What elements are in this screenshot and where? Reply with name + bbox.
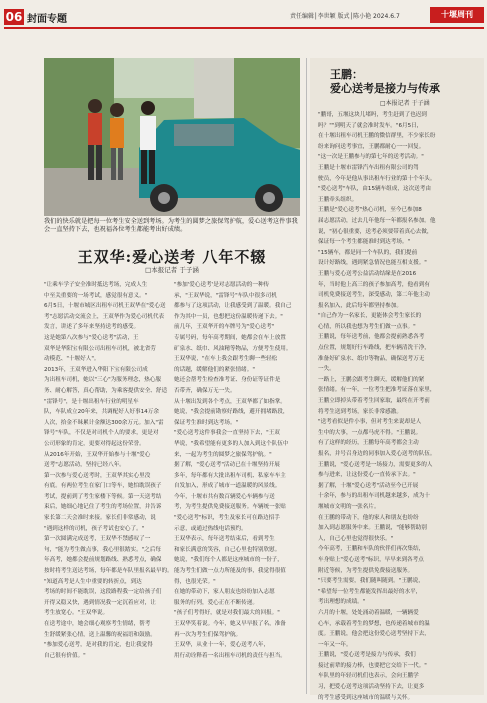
text-line: 一路上，王鹏会跟考生聊天，缓解他们的紧 <box>318 376 425 383</box>
text-line: 自发加入，形成了城市一道温暖的风景线。 <box>174 483 281 490</box>
text-line: 家长第二天会准时来接。家长们非常感动，说 <box>44 515 156 522</box>
text-line: 王鹏与爱心送考公益活动结缘是在2016 <box>318 270 417 277</box>
text-line: 来，一起为考生的圆梦之旅保驾护航。" <box>174 451 272 458</box>
text-line: 队，车队成立20年来，共调配好人好事14万余 <box>44 409 159 416</box>
text-line: 报名加入，此后每年都坚持参加。 <box>318 302 402 309</box>
text-line: "15辆车，都是同一个车队的，我们提前 <box>318 249 418 256</box>
text-line: 驶员，今年是他从事出租车行业的第十个年头。 <box>318 175 436 182</box>
photo-illustration <box>44 58 300 216</box>
text-line: 设计好路线，遇到紧急情况也能互相支援。" <box>318 260 427 267</box>
text-line: 人次，拾金不昧累计金额达300余万元。加入"雷 <box>44 419 164 426</box>
text-line: 6月5日，十堰市城区出租车司机王双华在"爱心送 <box>44 303 166 310</box>
text-line: "希望每一位考生都能发挥出最好的水平， <box>318 588 422 595</box>
sidebar-title: 爱心送考是接力与传承 <box>330 82 440 95</box>
article-headline: 王双华:爱心送考 八年不辍 <box>77 248 267 266</box>
text-line: 点位置，规划好行车路线，把车辆清洗干净， <box>318 345 430 352</box>
text-line: 一失。 <box>318 366 335 373</box>
text-line: 心情，所以我也想为考生们做一点事。" <box>318 323 416 330</box>
text-line: 为出租车司机，她以"三心"为服务理念，热心服 <box>44 377 162 384</box>
text-line: 句，"能为考生做点事，我心里很踏实。"之后每 <box>44 546 162 553</box>
text-line: 多年，每年都有大批出租车司机、私家车车主 <box>174 472 286 479</box>
text-line: 双华是华阳宝有限公司出租车司机，被北省劳 <box>44 345 156 352</box>
text-line: 考"志愿活动交流会上，王双华作为爱心司机代表 <box>44 313 165 320</box>
text-line: 附近等候，为考生提供免费接送服务。 <box>318 567 414 574</box>
text-line: 考场的时间不能耽误，这段路程我一定给孩子们 <box>44 589 162 596</box>
text-line: 说，"初心很重要，送考必须要带着真心去做， <box>318 228 433 235</box>
text-line: 她说，"我会提前勘察好路线，避开拥堵路段， <box>174 409 289 416</box>
text-line: 服务的行列，爱心正在不断传递。 <box>174 599 258 606</box>
text-line: 据了解，十堰"爱心送考"活动至今已开展 <box>318 482 419 489</box>
text-line: 今年高考，王鹏和车队的伙伴们再次集结， <box>318 546 425 553</box>
text-line: 王鹏是"爱心送考"热心司机，至今已参加8 <box>318 207 422 214</box>
text-line: "爱心送考这件事我会一直坚持下去，"王双 <box>174 430 280 437</box>
text-line: 年，当时他上高三的孩子参加高考，他看到有 <box>318 281 430 288</box>
header-rule <box>4 27 484 29</box>
text-line: 王双华，从业十一年，爱心送考八年， <box>174 642 270 649</box>
text-line: 保证每一个考生都能准时到达考场。" <box>318 239 411 246</box>
text-line: 堰城市文明的一张名片。 <box>318 503 380 510</box>
text-line: 心车，承载着考生的梦想，也传递着城市的温 <box>318 620 430 627</box>
text-line: 一年又一年。 <box>318 641 352 648</box>
text-line: 在她的带动下，家人朋友也纷纷加入志愿 <box>174 589 275 596</box>
text-line: 王双华说，"在车上我会跟考生聊一些轻松 <box>174 356 278 363</box>
sidebar-byline: □本报记者 于子涵 <box>380 100 430 107</box>
text-line: 张情绪。有一年，一位考生把准考证落在家里， <box>318 387 436 394</box>
text-line: 十余年，参与的出租车司机越来越多，成为十 <box>318 493 430 500</box>
text-line: 生舒缓紧张心情，送上温馨的祝福语和鼓励。 <box>44 631 156 638</box>
text-line: "遇到这样的司机，孩子考试也安心了。" <box>44 525 145 532</box>
text-line: 这是她第八次参与"爱心送考"活动，王 <box>44 334 139 341</box>
text-line: "自己作为一名家长，更能体会考生家长的 <box>318 313 422 320</box>
text-line: 习，把爱心送考这项活动坚持下去，让更多 <box>318 684 425 691</box>
text-line: 用行动诠释着一名出租车司机的责任与担当。 <box>174 652 286 659</box>
text-line: "参加爱心送考，是对我的肯定，也让我觉得 <box>44 642 153 649</box>
text-line: 2013年，王双华进入华阳下宝有限公司成 <box>44 366 148 373</box>
text-line: 参与进来，让这份爱心一直传承下去。" <box>318 472 416 479</box>
text-line: "只要考生需要，我们随叫随到。"王鹏说， <box>318 578 424 585</box>
text-line: 发言，讲述了多年来坚持送考的感受。 <box>44 324 140 331</box>
text-line: 考生放宽心。"王双华说。 <box>44 610 109 617</box>
text-line: 车身贴上"爱心送考"标识，早早来到各考点 <box>318 556 424 563</box>
page-number: 06 <box>5 10 23 24</box>
text-line: 专属号码，每年高考期间，她都会在车上放置 <box>174 334 286 341</box>
text-line: 王鹏说，"爱心送考是接力与传承，我们 <box>318 652 416 659</box>
text-line: 承，"王双华说，"雷锋号"车队中很多司机 <box>174 292 277 299</box>
text-line: 王鹏说，"爱心送考是一场接力，需要更多的人 <box>318 461 433 468</box>
text-line: "鹏哥，五堰这块儿堵吗，考生赶到了也迟到 <box>318 112 427 118</box>
text-line: 年高考，她都会提前规划路线、熟悉考点，确保 <box>44 557 162 564</box>
text-line: 否带齐，确保万无一失。 <box>174 387 236 394</box>
text-line: 报名，并号召身边的同事加入爱心送考的队伍。 <box>318 451 436 457</box>
text-line: 和家长满意的笑容，自己心里也特别欣慰。 <box>174 546 281 553</box>
text-line: "爱心送考"标识，考生及家长可在路边招手 <box>174 515 280 522</box>
text-line: 六月的十堰，处处涌动着温暖，一辆辆爱 <box>318 609 419 616</box>
text-line: 的话题，缓解他们的紧张情绪。" <box>174 366 255 373</box>
text-line: 人，自己心里也觉得很快乐。" <box>318 535 394 542</box>
text-line: 第一次圆满完成送考，王双华不禁感叹了一 <box>44 536 151 543</box>
text-line: 王鹏牵头组织。 <box>318 196 358 203</box>
text-line: 王双华表示，每年送考结束后，看到考生 <box>174 536 275 543</box>
text-line: "爱心送考"车队，由15辆车组成，这次送考由 <box>318 186 431 193</box>
column-divider <box>306 58 307 694</box>
text-line: "雷锋号"，是十堰出租车行业的明星车 <box>44 398 139 405</box>
text-line: 准备好矿泉水、纸巾等物品，确保送考万无 <box>318 355 425 362</box>
text-line: "参加'爱心送考'是对志愿活动的一种传 <box>174 282 270 288</box>
text-line: 有了这样的经历，王鹏每年高考都会主动 <box>318 440 419 447</box>
article-column-2 <box>174 280 300 694</box>
text-line: 锋号"车队，不仅是对司机个人的要求，更是对 <box>44 430 159 437</box>
sidebar-pretitle: 王鹏： <box>330 68 363 81</box>
text-line: 她还会帮考生检查准考证、身份证等证件是 <box>174 377 281 384</box>
text-line: 将考生送到考场，家长非常感激。 <box>318 408 402 415</box>
text-line: 据了解，"爱心送考"活动已在十堰坚持开展 <box>174 462 280 469</box>
editor-meta: 责任编辑│李世颖 版式│陈小艳 2024.6.7 <box>290 13 400 20</box>
text-line: 动模范、"十堰好人"。 <box>44 356 100 363</box>
text-line: 王双华笑着说。今年，她又早早报了名，准备 <box>174 621 286 627</box>
article-column-1 <box>44 280 173 694</box>
sidebar-body <box>318 110 478 701</box>
text-line: 考，为考生提供免费接送服务。车辆统一张贴 <box>174 504 286 511</box>
text-line: 在十堰出租车司机王鹏的微信群里，不少家长纷 <box>318 133 436 140</box>
text-line: 考试，提前到了考生家楼下等候。第一天送考结 <box>44 493 162 500</box>
text-line: 务、耐心解答，真心帮助，为乘客提供安全、舒适 <box>44 387 168 394</box>
text-line: 第一次参与爱心送考时，王双华其实心里没 <box>44 472 151 479</box>
text-line: 吗？""到明天了就会准时发车。"6月5日， <box>318 122 423 129</box>
text-line: 能为考生们做一点力所能及的事，我觉得很值 <box>174 568 286 575</box>
text-line: 纷来询问送考事宜，王鹏都耐心一一回复。 <box>318 143 425 150</box>
text-line: 她说，"我们每个人都是这座城市的一份子， <box>174 557 283 564</box>
text-line: 示意，或通过热线电话预约。 <box>174 525 247 532</box>
text-line: "孩子们考得好，就是对我们最大的回报。" <box>174 610 280 617</box>
brand-logo: 十堰周刊 <box>430 7 484 23</box>
text-line: 王鹏是十堰市雷锋汽车出租有限公司的驾 <box>318 164 419 171</box>
text-line: "知道高考是人生中重要的转折点，到达 <box>44 578 142 585</box>
section-title: 封面专题 <box>27 14 67 25</box>
text-line: 自己很有价值。" <box>44 652 86 659</box>
text-line: 前几年，王双华开的车牌号为"爱心送考" <box>174 324 275 331</box>
text-line: 在王鹏的带动下，他的家人和朋友也纷纷 <box>318 514 419 521</box>
text-line: 华说，"我希望能有更多的人加入到这个队伍中 <box>174 440 289 447</box>
text-line: 加入到志愿服务中来。王鹏说，"能够帮助别 <box>318 525 427 532</box>
text-line: 中至关重要的一场考试，感觉很有意义。" <box>44 292 148 299</box>
text-line: 作为其中一员，也想把这份温暖传递下去。" <box>174 313 283 320</box>
text-line: 生中的大事，一点都马虎不得。"王鹏说。 <box>318 429 422 436</box>
page-header <box>0 0 487 30</box>
text-line: 从十堰出发到各个考点，王双华都了如指掌。 <box>174 398 286 405</box>
text-line: 从2016年开始，王双华开始参与十堰"爱心 <box>44 451 151 458</box>
text-line: 得，也很光荣。" <box>174 578 216 585</box>
text-line: 开得又稳又快，遇到情况我一定沉着应对，让 <box>44 599 156 606</box>
text-line: 送考"志愿活动，坚持已经八年。 <box>44 462 125 469</box>
text-line: 都参与了这项活动，让我感受到了温暖。我自己 <box>174 303 292 310</box>
photo-caption: 我们的快乐就是把每一位考生安全送到考场。为考生的圆梦之旅保驾护航，爱心送考这件事我会一直坚持下去，也祝福各位考生都能考出好成绩。 <box>44 218 298 234</box>
text-line: 届志愿活动，过去几年他每一年都报名参加。他 <box>318 217 436 224</box>
text-line: 今年，十堰市共有数百辆爱心车辆参与送 <box>174 493 275 500</box>
article-photo <box>44 58 300 216</box>
text-line: 王鹏说，每年送考前，他都会提前熟悉各考 <box>318 334 425 341</box>
text-line: 车队里的年轻司机们也表示，会向王鹏学 <box>318 673 419 680</box>
text-line: "让乘车学子安全准时抵达考场，完成人生 <box>44 282 148 288</box>
text-line: 王鹏立即掉头带着考生回家取，最终在开考前 <box>318 398 430 405</box>
text-line: 的考生感受到这座城市的温暖与关怀。 <box>318 694 414 701</box>
text-line: 度。王鹏说，他会把这份爱心送考坚持下去， <box>318 631 430 638</box>
text-line: 在送考途中，她会细心观察考生情绪，帮考 <box>44 621 151 627</box>
text-line: 束后，她细心地记住了考生的考场位置，并告诉 <box>44 504 162 511</box>
text-line: 矿泉水、纸巾、风油精等物品，方便考生使用。 <box>174 345 292 352</box>
text-line: 保证考生准时到达考场。" <box>174 419 239 426</box>
text-line: "这一次是王鹏参与的第七年的送考活动。" <box>318 154 424 161</box>
text-line: 按时将考生送达考场，每年都是车队里报名最早的。 <box>44 568 173 575</box>
text-line: 考出理想的成绩。" <box>318 599 366 606</box>
text-line: 司机免费接送考生，深受感动，第二年他主动 <box>318 292 430 299</box>
text-line: 再一次为考生们保驾护航。 <box>174 631 242 638</box>
text-line: "送考看似是件小事，但对考生来说却是人 <box>318 419 422 426</box>
text-line: 接过前辈的接力棒，也要把它交给下一代。" <box>318 662 427 669</box>
article-byline: □本报记者 于子涵 <box>145 266 199 274</box>
text-line: 有底。有两位考生在家门口等车，她怕耽误孩子 <box>44 483 162 490</box>
text-line: 公司形象的肯定，更要对得起这份荣誉。 <box>44 440 145 447</box>
